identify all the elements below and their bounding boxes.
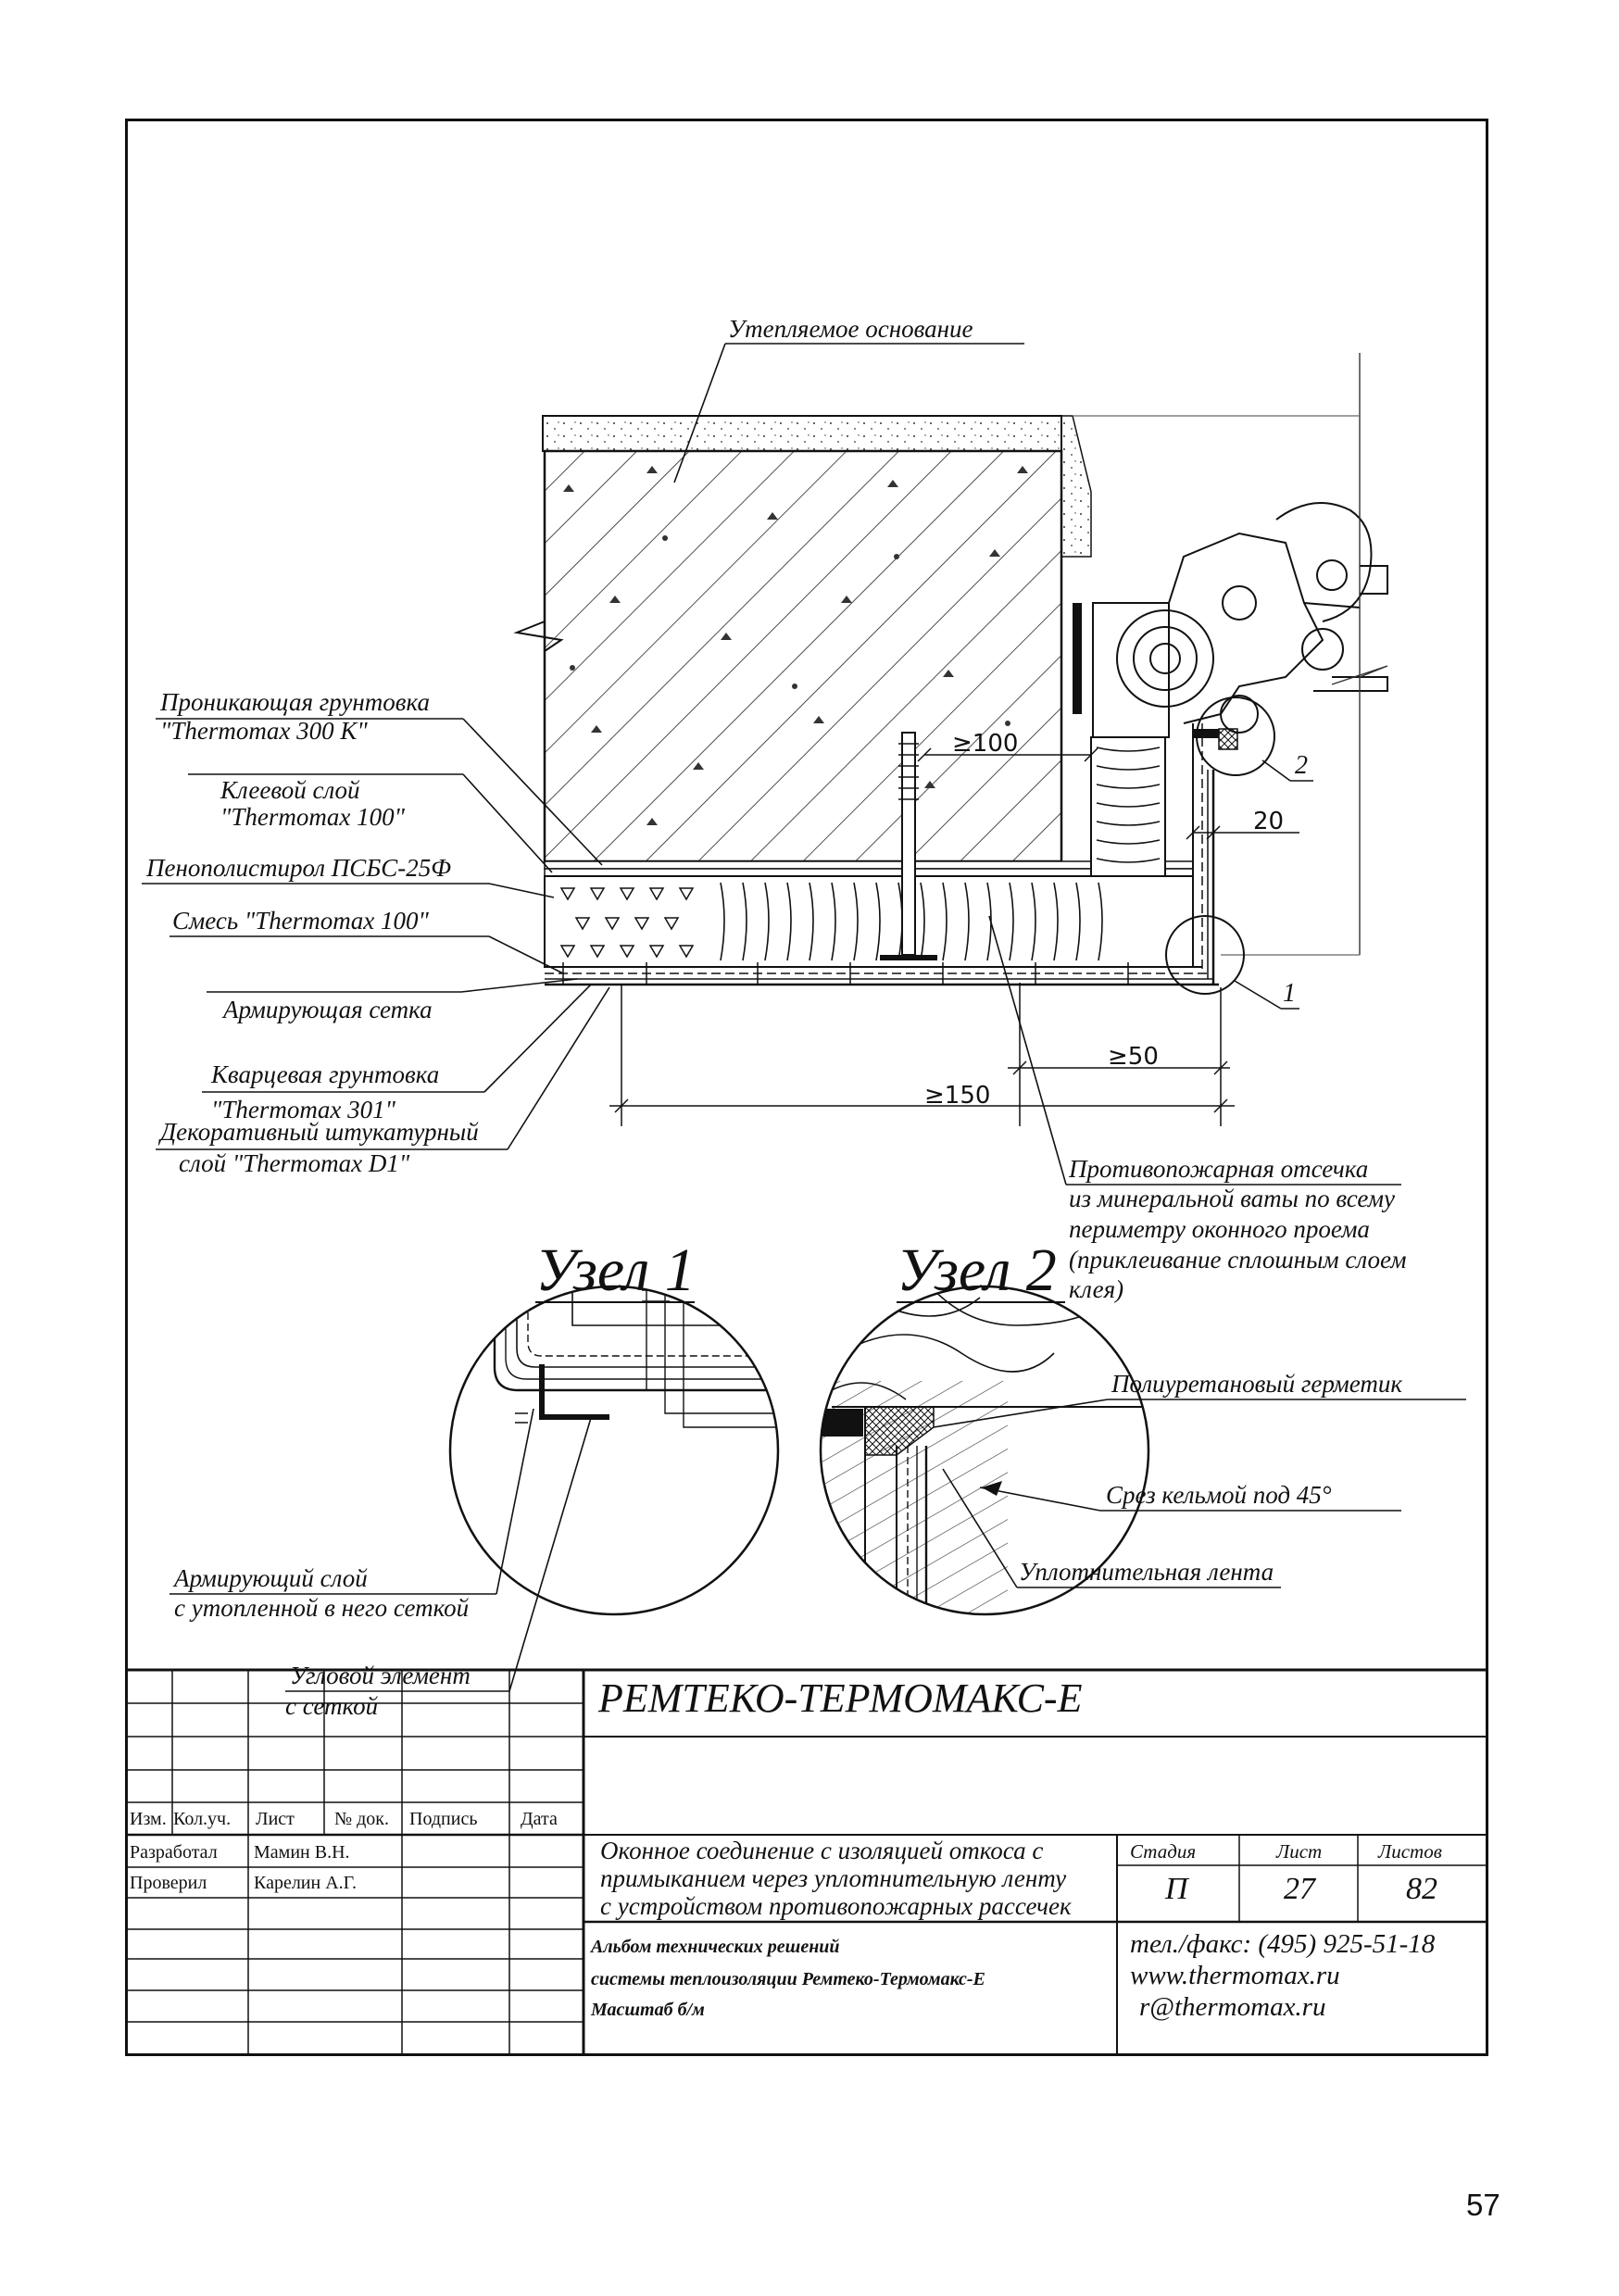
checked-name: Карелин А.Г. — [254, 1873, 357, 1893]
label-firebreak-3: периметру оконного проема — [1069, 1215, 1370, 1243]
developed-name: Мамин В.Н. — [254, 1842, 350, 1863]
page-number: 57 — [1466, 2188, 1500, 2222]
label-quartz-2: "Thermomax 301" — [211, 1096, 395, 1123]
drawing-sheet — [125, 119, 1488, 2056]
node-1-detail — [169, 1270, 795, 1691]
label-firebreak-4: (приклеивание сплошным слоем — [1069, 1246, 1407, 1273]
sheets-value: 82 — [1406, 1872, 1437, 1906]
album-line-2: системы теплоизоляции Ремтеко-Термомакс-Е — [591, 1969, 985, 1989]
label-quartz-1: Кварцевая грунтовка — [211, 1060, 440, 1088]
sheet-title-1: Оконное соединение с изоляцией откоса с — [600, 1837, 1044, 1864]
sheet-title-3: с устройством противопожарных рассечек — [600, 1892, 1072, 1920]
header-doc: № док. — [334, 1809, 389, 1829]
header-date: Дата — [521, 1809, 558, 1829]
callout-number-2: 2 — [1295, 751, 1308, 780]
label-glue-1: Клеевой слой — [220, 776, 360, 804]
sheet-value: 27 — [1284, 1872, 1315, 1906]
sealant — [1219, 729, 1237, 749]
label-mix: Смесь "Thermomax 100" — [172, 907, 429, 935]
eps-insulation — [545, 876, 1193, 967]
dimension-50: ≥50 — [1108, 1043, 1159, 1071]
project-title: РЕМТЕКО-ТЕРМОМАКС-Е — [598, 1675, 1083, 1721]
checked-role: Проверил — [130, 1873, 207, 1893]
label-primer-1: Проникающая грунтовка — [160, 688, 430, 716]
developed-role: Разработал — [130, 1842, 218, 1863]
label-primer-2: "Thermomax 300 K" — [160, 717, 368, 745]
sheet-label: Лист — [1276, 1840, 1323, 1863]
window-frame — [1093, 503, 1387, 737]
contact-phone: тел./факс: (495) 925-51-18 — [1130, 1929, 1436, 1959]
callout-number-1: 1 — [1283, 979, 1296, 1008]
node-1-label-a-1: Армирующий слой — [174, 1564, 368, 1592]
stage-label: Стадия — [1130, 1840, 1197, 1863]
main-section — [517, 353, 1387, 994]
node-1-label-b-2: с сеткой — [285, 1692, 379, 1720]
sheet-title-2: примыканием через уплотнительную ленту — [600, 1864, 1067, 1892]
dimension-150: ≥150 — [924, 1082, 991, 1110]
label-base: Утепляемое основание — [728, 315, 973, 343]
sheets-label: Листов — [1378, 1840, 1442, 1863]
label-firebreak-5: клея) — [1069, 1275, 1124, 1303]
contact-web: www.thermomax.ru — [1130, 1961, 1340, 1990]
node-1-title: Узел 1 — [535, 1236, 696, 1304]
node-1-label-a-2: с утопленной в него сеткой — [174, 1594, 470, 1622]
album-line-3: Масштаб б/м — [591, 2000, 705, 2020]
node-2-label-c: Уплотнительная лента — [1019, 1558, 1274, 1586]
header-list: Лист — [256, 1809, 295, 1829]
label-decor-1: Декоративный штукатурный — [160, 1118, 479, 1146]
album-line-1: Альбом технических решений — [591, 1937, 840, 1957]
header-izm: Изм. — [130, 1809, 167, 1829]
node-1-label-b-1: Угловой элемент — [290, 1662, 471, 1689]
label-glue-2: "Thermomax 100" — [220, 803, 405, 831]
node-2-label-b: Срез кельмой под 45° — [1106, 1481, 1332, 1509]
concrete-base — [545, 451, 1061, 861]
node-2-title: Узел 2 — [897, 1236, 1057, 1304]
header-sign: Подпись — [409, 1809, 478, 1829]
header-kol: Кол.уч. — [173, 1809, 232, 1829]
node-2-label-a: Полиуретановый герметик — [1111, 1370, 1402, 1398]
label-decor-2: слой "Thermomax D1" — [179, 1149, 410, 1177]
technical-drawing — [128, 121, 1486, 2053]
dimension-100: ≥100 — [952, 730, 1019, 758]
top-plaster — [543, 416, 1061, 451]
label-mesh: Армирующая сетка — [223, 996, 433, 1023]
label-firebreak-1: Противопожарная отсечка — [1069, 1155, 1369, 1183]
label-eps: Пенополистирол ПСБС-25Ф — [146, 854, 451, 882]
label-firebreak-2: из минеральной ваты по всему — [1069, 1185, 1395, 1212]
stage-value: П — [1165, 1872, 1188, 1906]
contact-email: r@thermomax.ru — [1139, 1992, 1326, 2022]
dimension-20: 20 — [1253, 808, 1285, 835]
